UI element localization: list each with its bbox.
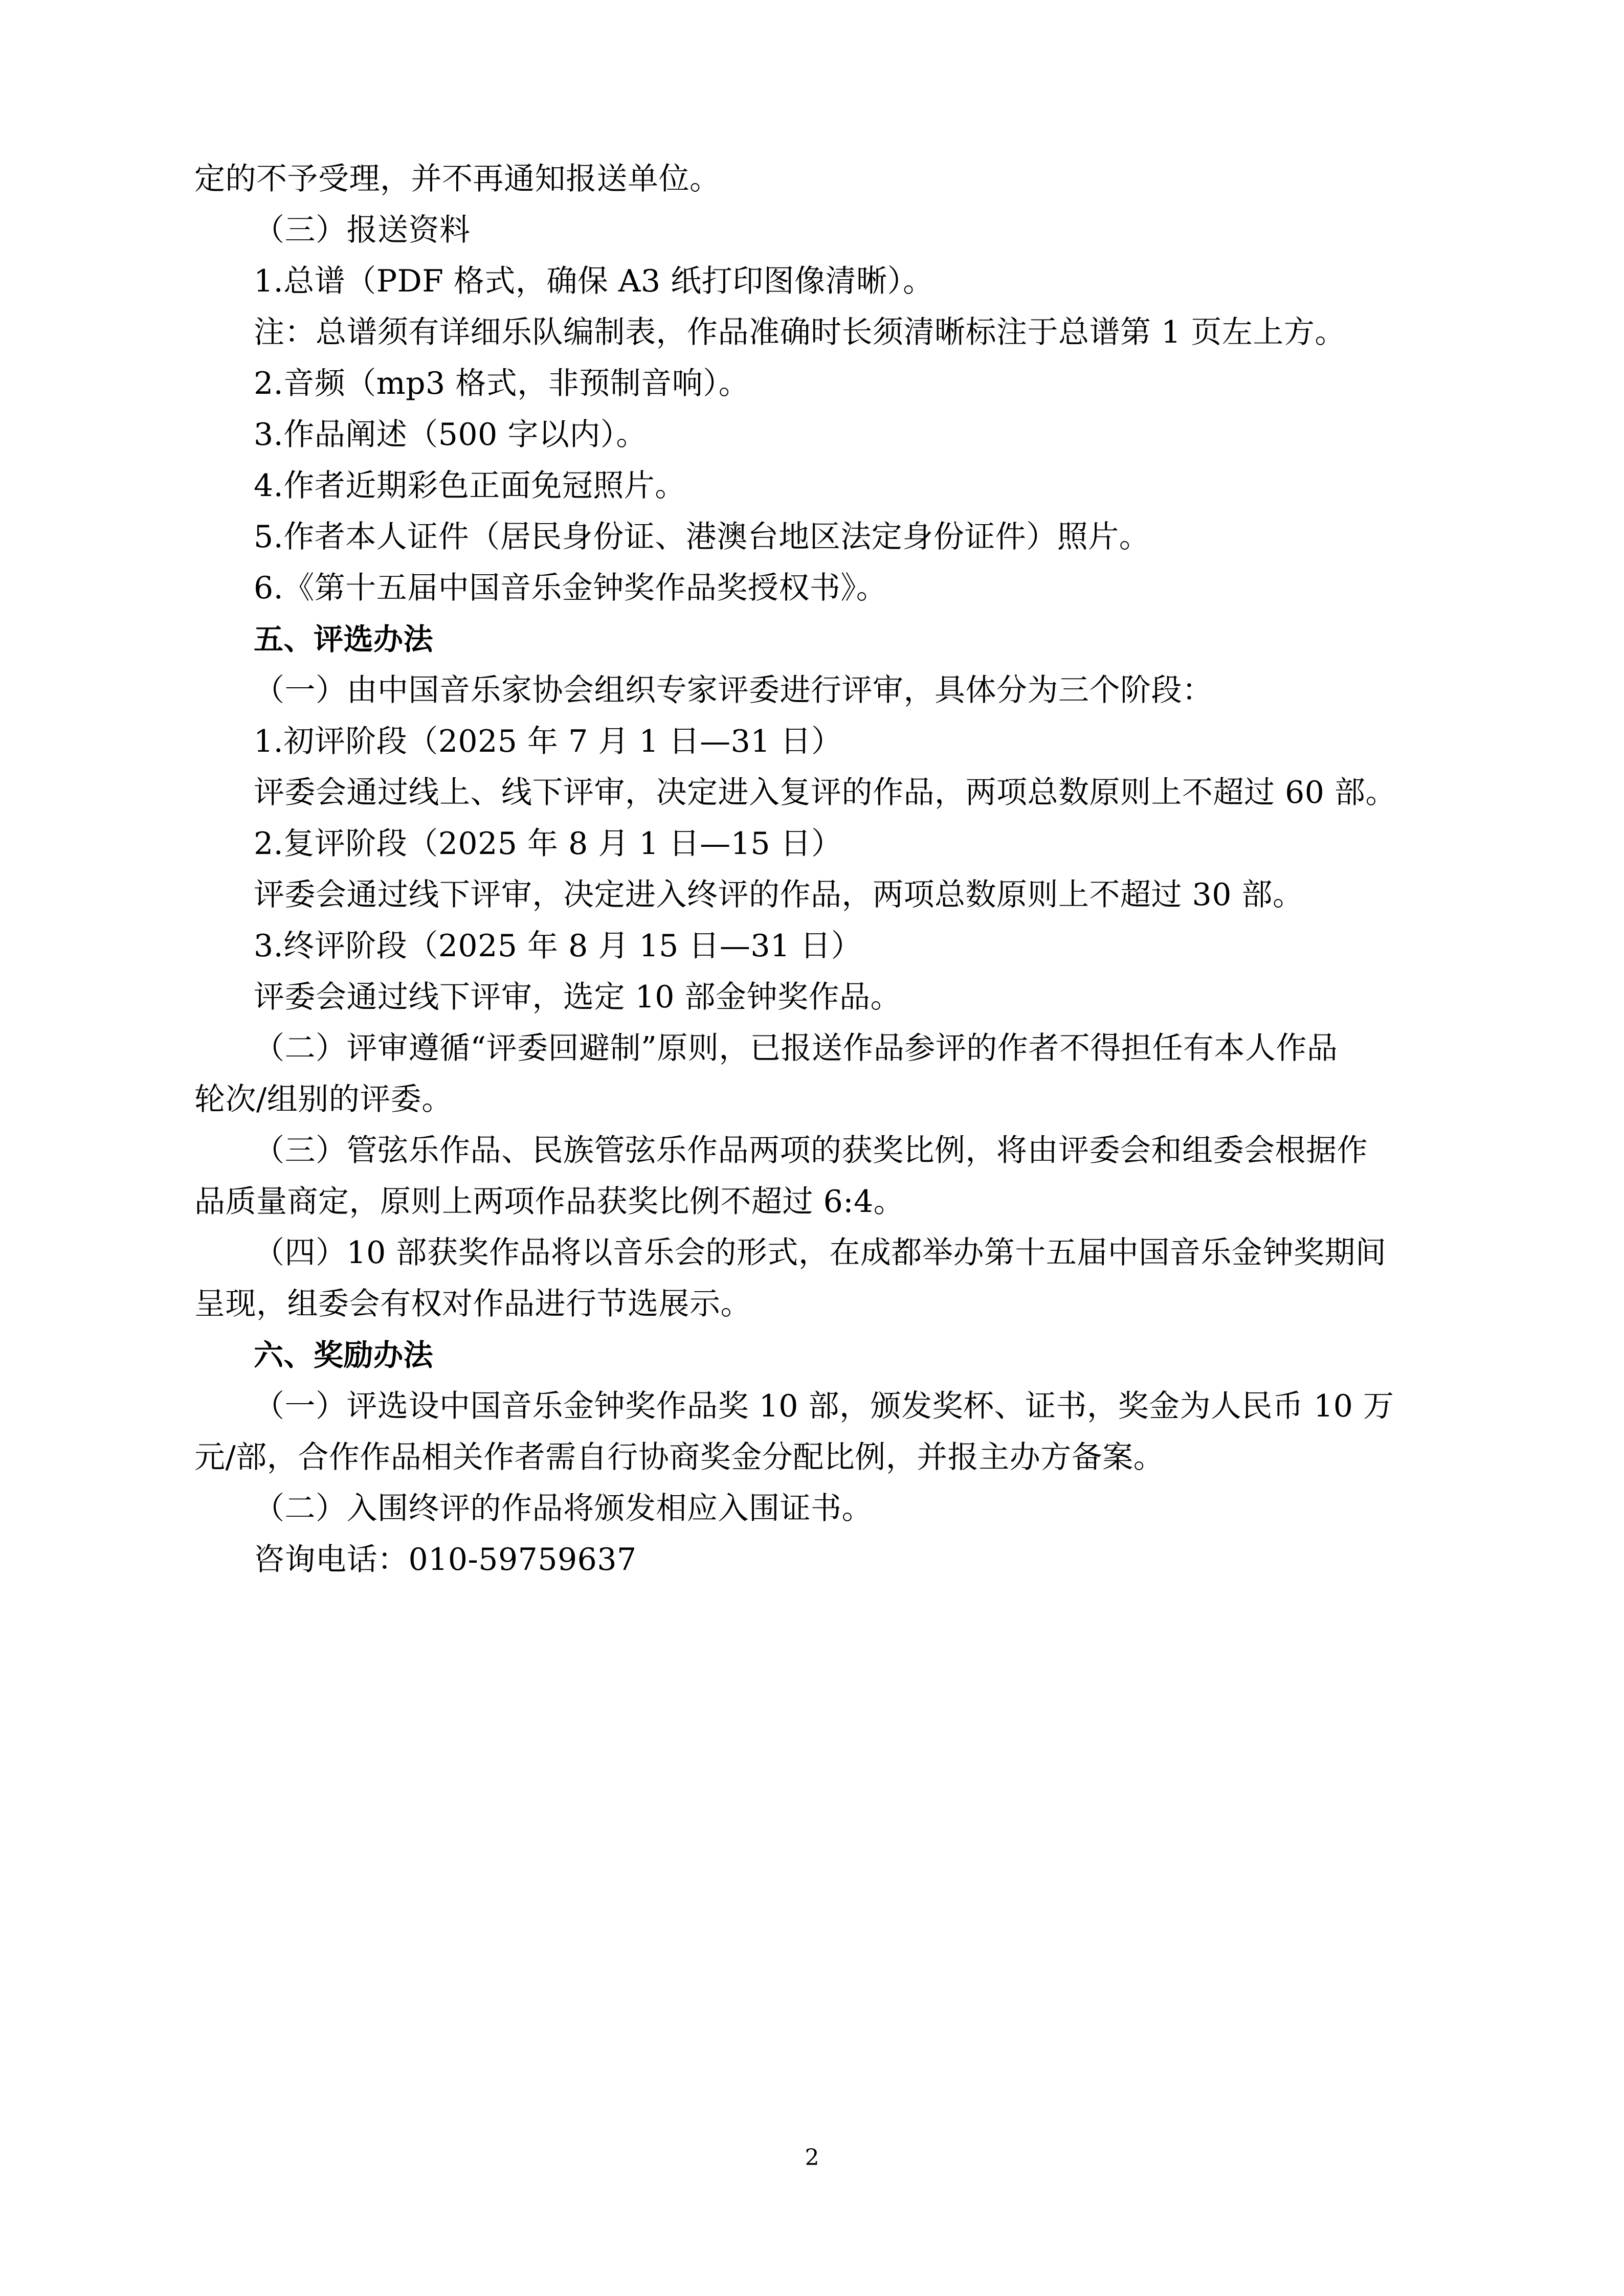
paragraph-recusal-cont: 轮次/组别的评委。 xyxy=(194,1082,453,1117)
subsection-heading-submission-materials: （三）报送资料 xyxy=(254,212,471,248)
contact-phone: 咨询电话：010-59759637 xyxy=(254,1542,637,1578)
stage-final-detail: 评委会通过线下评审，选定 10 部金钟奖作品。 xyxy=(254,979,901,1015)
paragraph-finalist-certificate: （二）入围终评的作品将颁发相应入围证书。 xyxy=(254,1491,873,1526)
section-heading-evaluation: 五、评选办法 xyxy=(254,622,434,657)
list-item-photo: 4.作者近期彩色正面免冠照片。 xyxy=(254,468,686,504)
list-item-audio: 2.音频（mp3 格式，非预制音响）。 xyxy=(254,366,750,401)
stage-second-detail: 评委会通过线下评审，决定进入终评的作品，两项总数原则上不超过 30 部。 xyxy=(254,877,1304,913)
section-heading-rewards: 六、奖励办法 xyxy=(254,1338,434,1372)
list-item-score: 1.总谱（PDF 格式，确保 A3 纸打印图像清晰）。 xyxy=(254,263,934,299)
paragraph-rewards-cont: 元/部，合作作品相关作者需自行协商奖金分配比例，并报主办方备案。 xyxy=(194,1439,1165,1475)
paragraph-concert: （四）10 部获奖作品将以音乐会的形式，在成都举办第十五届中国音乐金钟奖期间 xyxy=(254,1235,1387,1271)
list-item-authorization: 6.《第十五届中国音乐金钟奖作品奖授权书》。 xyxy=(254,570,887,606)
page-number: 2 xyxy=(805,2145,819,2171)
stage-preliminary: 1.初评阶段（2025 年 7 月 1 日—31 日） xyxy=(254,724,842,759)
paragraph-concert-cont: 呈现，组委会有权对作品进行节选展示。 xyxy=(194,1286,751,1322)
paragraph-award-ratio-cont: 品质量商定，原则上两项作品获奖比例不超过 6:4。 xyxy=(194,1184,905,1220)
note-score-requirements: 注：总谱须有详细乐队编制表，作品准确时长须清晰标注于总谱第 1 页左上方。 xyxy=(254,314,1346,350)
stage-preliminary-detail: 评委会通过线上、线下评审，决定进入复评的作品，两项总数原则上不超过 60 部。 xyxy=(254,775,1396,811)
list-item-description: 3.作品阐述（500 字以内）。 xyxy=(254,417,647,453)
paragraph-recusal: （二）评审遵循“评委回避制”原则，已报送作品参评的作者不得担任有本人作品 xyxy=(254,1030,1338,1066)
paragraph-award-ratio: （三）管弦乐作品、民族管弦乐作品两项的获奖比例，将由评委会和组委会根据作 xyxy=(254,1133,1368,1168)
paragraph-rewards: （一）评选设中国音乐金钟奖作品奖 10 部，颁发奖杯、证书，奖金为人民币 10 万 xyxy=(254,1388,1394,1424)
document-body xyxy=(194,153,1448,1585)
stage-final: 3.终评阶段（2025 年 8 月 15 日—31 日） xyxy=(254,928,862,964)
paragraph-continuation: 定的不予受理，并不再通知报送单位。 xyxy=(194,161,721,197)
list-item-id-document: 5.作者本人证件（居民身份证、港澳台地区法定身份证件）照片。 xyxy=(254,519,1150,555)
stage-second: 2.复评阶段（2025 年 8 月 1 日—15 日） xyxy=(254,826,842,862)
paragraph-evaluation-intro: （一）由中国音乐家协会组织专家评委进行评审，具体分为三个阶段： xyxy=(254,672,1213,708)
